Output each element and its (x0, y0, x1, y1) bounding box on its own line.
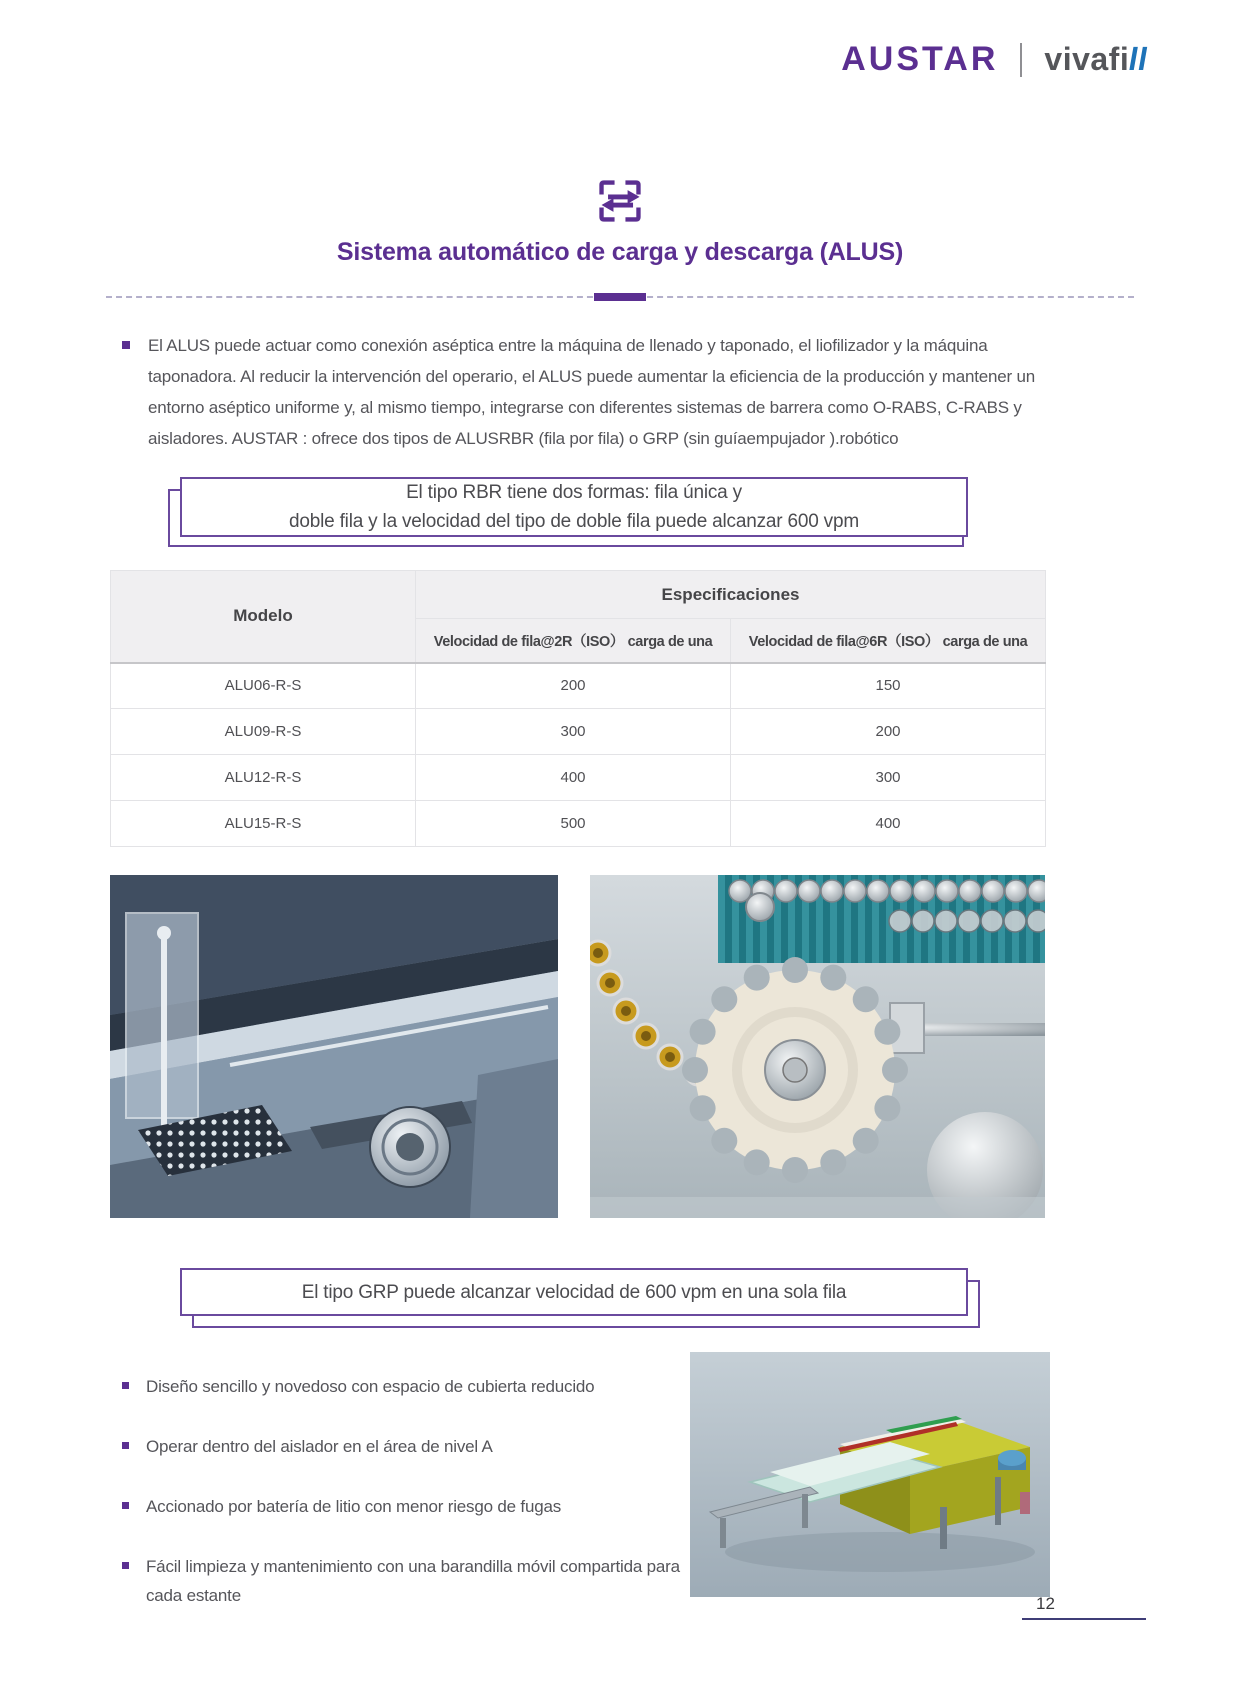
rbr-callout (180, 477, 968, 537)
vivafill-logo-main: vivafi (1044, 41, 1130, 77)
footer-rule (1022, 1618, 1146, 1620)
feature-text: Fácil limpieza y mantenimiento con una barandilla móvil compartida para cada estante (146, 1557, 680, 1605)
cell-v2r: 500 (416, 801, 731, 847)
austar-logo: AUSTAR (841, 40, 999, 78)
table-row (111, 663, 1046, 709)
table-row (111, 709, 1046, 755)
list-item (122, 1492, 688, 1521)
intro-paragraph (122, 330, 1042, 454)
spec-table (110, 570, 1046, 847)
divider-accent-bar (594, 293, 646, 301)
page-number: 12 (1036, 1594, 1055, 1613)
cell-v2r: 300 (416, 709, 731, 755)
rbr-callout-line2: doble fila y la velocidad del tipo de doble fila puede alcanzar 600 vpm (289, 511, 859, 532)
cell-v2r: 400 (416, 755, 731, 801)
cell-v6r: 150 (731, 663, 1046, 709)
column-header-specs: Especificaciones (416, 571, 1046, 619)
grp-callout (180, 1268, 968, 1316)
cell-model: ALU12-R-S (111, 755, 416, 801)
logo-divider (1020, 43, 1022, 77)
machine-interior-photo (110, 875, 558, 1218)
list-item (122, 1372, 688, 1401)
page-title: Sistema automático de carga y descarga (ALUS) (336, 238, 904, 266)
cell-model: ALU06-R-S (111, 663, 416, 709)
column-subheader-2r: Velocidad de fila@2R（ISO） carga de una (416, 619, 731, 663)
page-footer (1022, 1594, 1146, 1620)
cell-model: ALU15-R-S (111, 801, 416, 847)
feature-text: Accionado por batería de litio con menor riesgo de fugas (146, 1497, 562, 1516)
bullet-icon (122, 1502, 129, 1509)
table-row (111, 755, 1046, 801)
cell-v6r: 200 (731, 709, 1046, 755)
transfer-icon (595, 176, 645, 226)
cell-v6r: 400 (731, 801, 1046, 847)
table-row (111, 801, 1046, 847)
vivafill-logo-accent: ll (1126, 41, 1152, 77)
column-subheader-6r: Velocidad de fila@6R（ISO） carga de una (731, 619, 1046, 663)
filling-line-gear-photo (590, 875, 1045, 1218)
column-header-model: Modelo (111, 571, 416, 663)
vivafill-logo (1044, 41, 1152, 78)
list-item (122, 1552, 688, 1610)
feature-text: Diseño sencillo y novedoso con espacio de cubierta reducido (146, 1377, 595, 1396)
intro-text: El ALUS puede actuar como conexión aséptica entre la máquina de llenado y taponado, el liofilizador y la máquina taponadora. Al reducir la intervención del operario, el ALUS puede aumentar la eficiencia de la producción y mantener un entorno aséptico uniforme y, al mismo tiempo, integrarse con diferentes sistemas de barrera como O-RABS, C-RABS y aisladores. AUSTAR : ofrece dos tipos de ALUSRBR (fila por fila) o GRP (sin guíaempujador ).robótico (148, 336, 1036, 448)
bullet-icon (122, 341, 130, 349)
bullet-icon (122, 1562, 129, 1569)
bullet-icon (122, 1382, 129, 1389)
cell-model: ALU09-R-S (111, 709, 416, 755)
brand-header (0, 40, 1152, 79)
grp-3d-model-image (690, 1352, 1050, 1597)
feature-text: Operar dentro del aislador en el área de nivel A (146, 1437, 493, 1456)
list-item (122, 1432, 688, 1461)
section-divider (106, 296, 1134, 298)
rbr-callout-line1: El tipo RBR tiene dos formas: fila única y (406, 482, 742, 503)
cell-v2r: 200 (416, 663, 731, 709)
bullet-icon (122, 1442, 129, 1449)
cell-v6r: 300 (731, 755, 1046, 801)
grp-callout-text: El tipo GRP puede alcanzar velocidad de 600 vpm en una sola fila (301, 1281, 847, 1303)
grp-feature-list (122, 1372, 688, 1641)
